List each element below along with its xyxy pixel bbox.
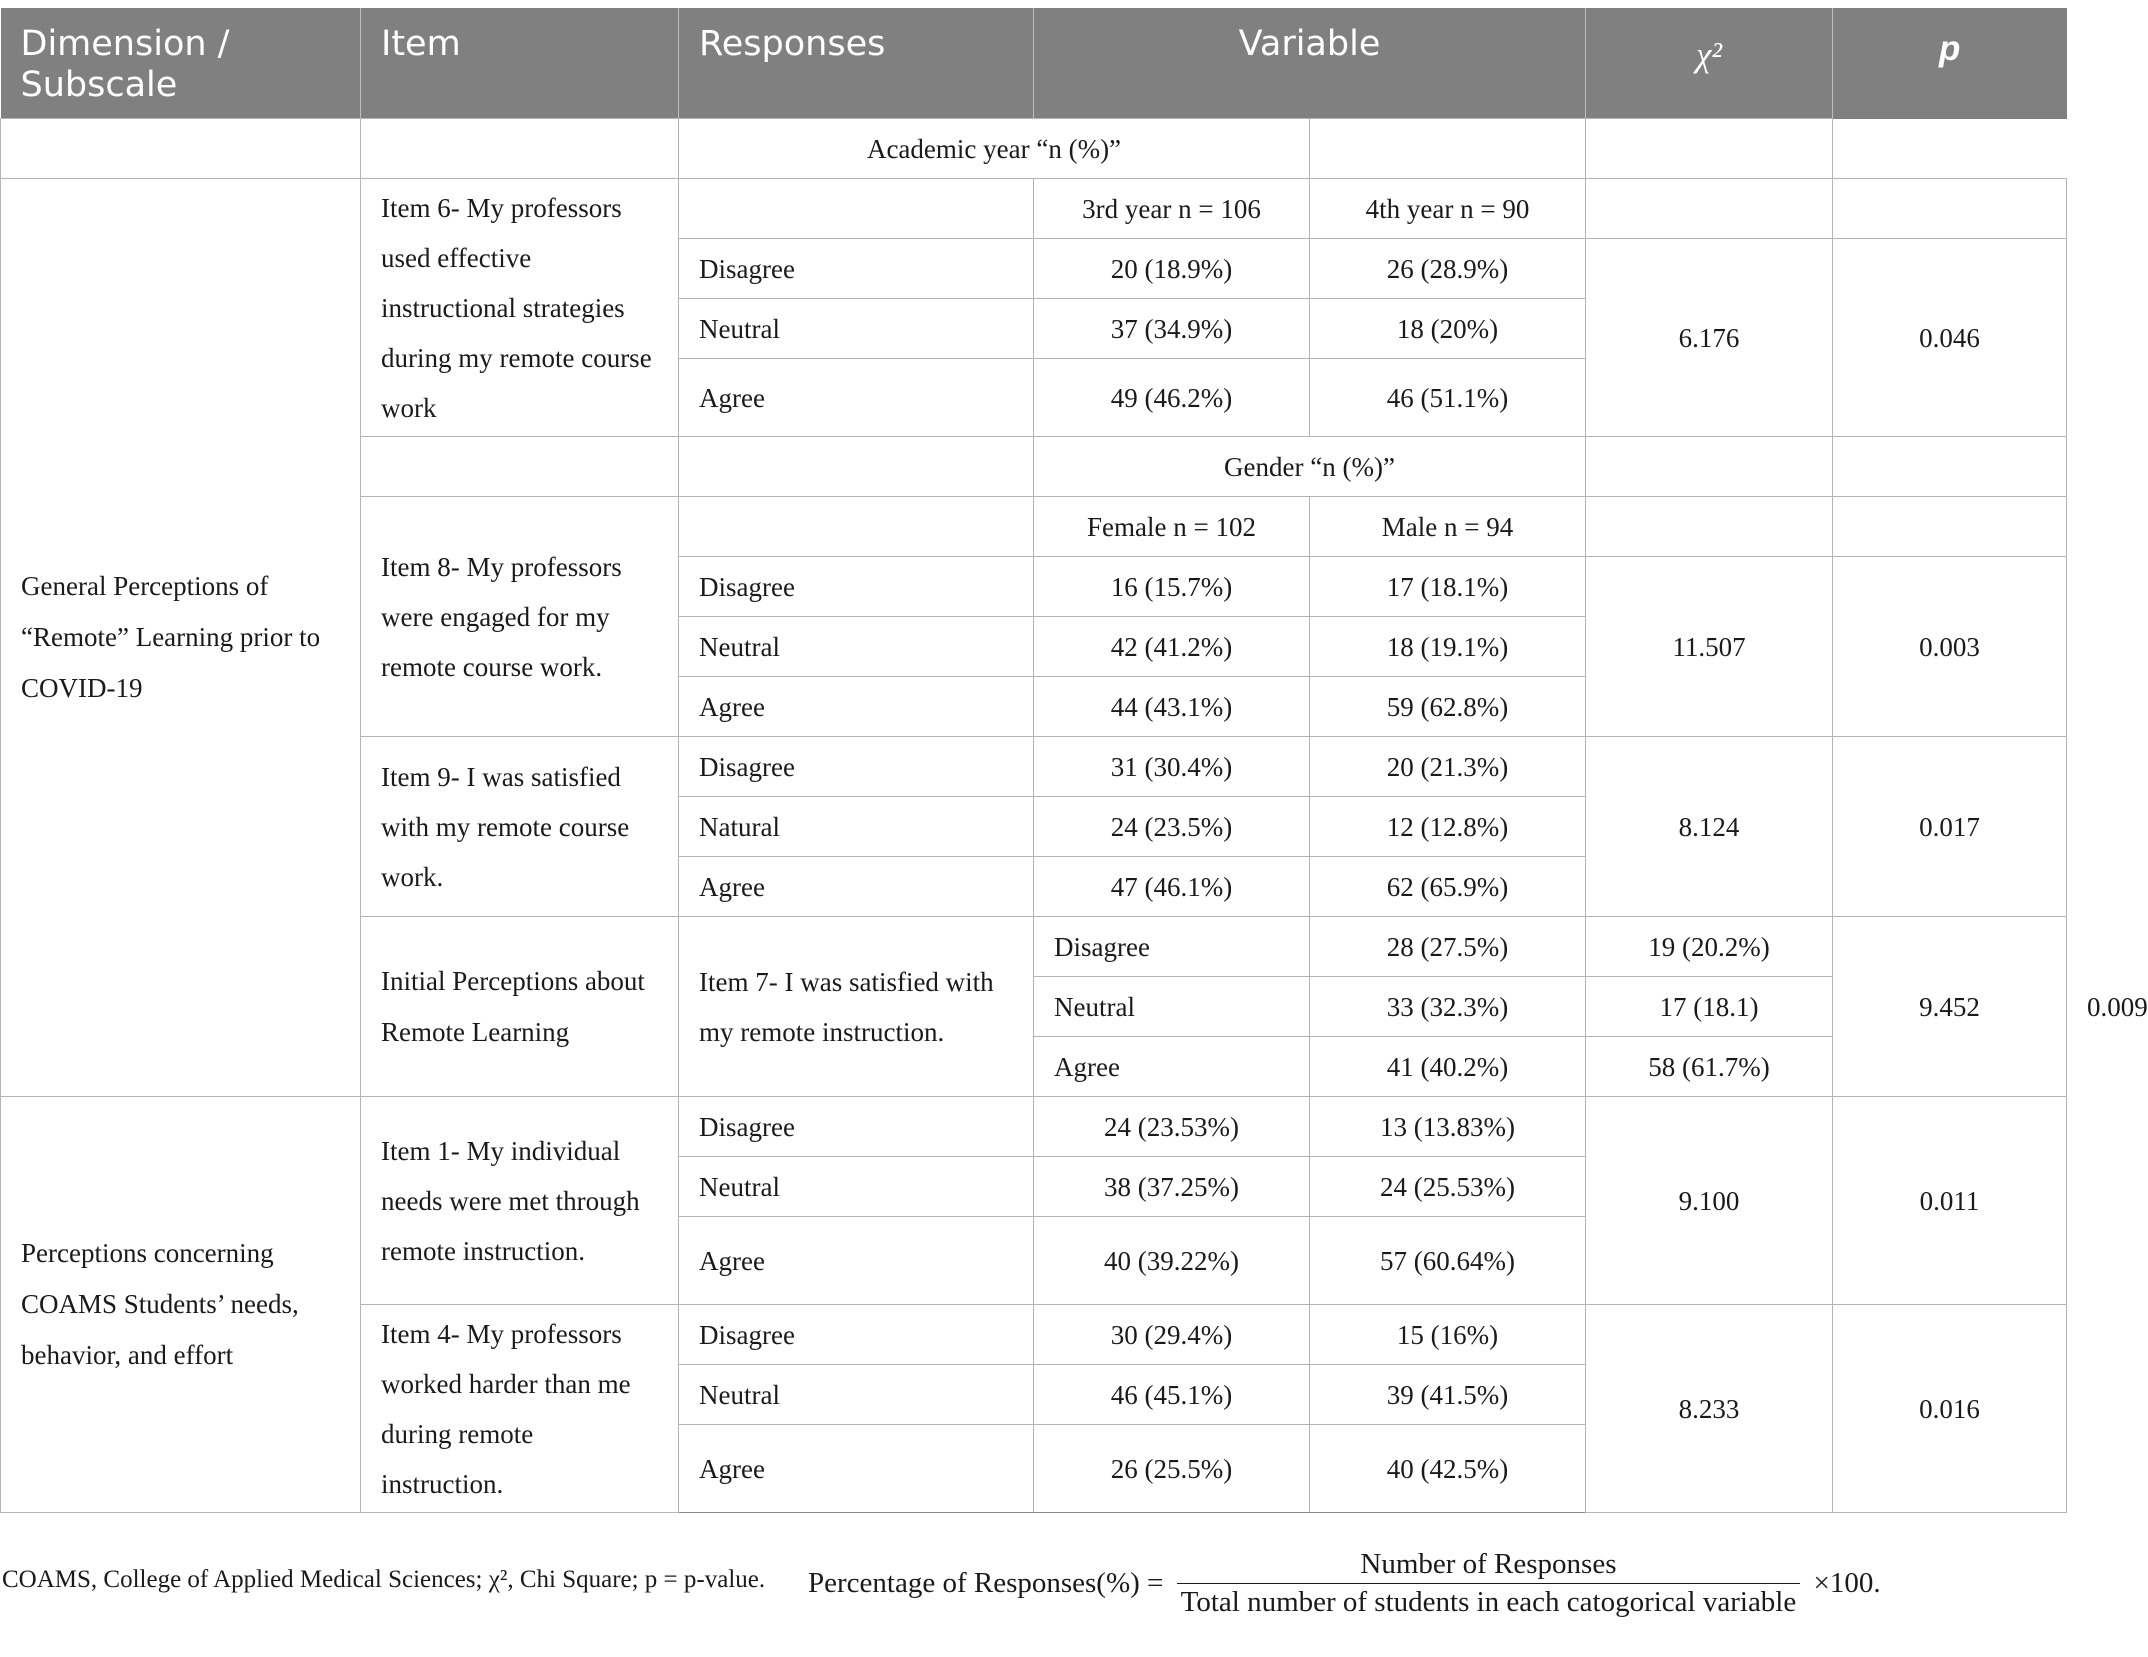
value-cell: 33 (32.3%) xyxy=(1310,977,1586,1037)
value-cell: 31 (30.4%) xyxy=(1034,737,1310,797)
response-label: Agree xyxy=(679,677,1034,737)
p-value: 0.017 xyxy=(1833,737,2067,917)
response-label: Agree xyxy=(679,1425,1034,1513)
response-label: Agree xyxy=(679,857,1034,917)
table-row xyxy=(1,179,2067,239)
results-table xyxy=(0,8,2148,1513)
group-col-male: Male n = 94 xyxy=(1310,497,1586,557)
value-cell: 62 (65.9%) xyxy=(1310,857,1586,917)
group-col-female: Female n = 102 xyxy=(1034,497,1310,557)
value-cell: 26 (28.9%) xyxy=(1310,239,1586,299)
response-label: Disagree xyxy=(679,239,1034,299)
response-label: Neutral xyxy=(679,617,1034,677)
group-col-fourth-year: 4th year n = 90 xyxy=(1310,179,1586,239)
footnote-abbreviations: COAMS, College of Applied Medical Sciences; χ², Chi Square; p = p-value. xyxy=(2,1566,766,1593)
value-cell: 39 (41.5%) xyxy=(1310,1365,1586,1425)
value-cell: 24 (25.53%) xyxy=(1310,1157,1586,1217)
formula-fraction xyxy=(1177,1548,1801,1619)
response-label: Disagree xyxy=(679,557,1034,617)
value-cell: 47 (46.1%) xyxy=(1034,857,1310,917)
response-label: Neutral xyxy=(679,299,1034,359)
p-value: 0.016 xyxy=(1833,1305,2067,1513)
header-chi-square: χ² xyxy=(1586,8,1833,119)
response-label: Neutral xyxy=(1034,977,1310,1037)
item-text: Item 9- I was satisfied with my remote course work. xyxy=(361,737,679,917)
value-cell: 18 (19.1%) xyxy=(1310,617,1586,677)
header-responses: Responses xyxy=(679,8,1034,119)
chi-square-value: 8.233 xyxy=(1586,1305,1833,1513)
value-cell: 19 (20.2%) xyxy=(1586,917,1833,977)
header-item: Item xyxy=(361,8,679,119)
p-value: 0.011 xyxy=(1833,1097,2067,1305)
chi-square-value: 8.124 xyxy=(1586,737,1833,917)
item-text: Item 7- I was satisfied with my remote instruction. xyxy=(679,917,1034,1097)
percentage-formula xyxy=(808,1548,1881,1619)
chi-square-value: 6.176 xyxy=(1586,239,1833,437)
value-cell: 20 (21.3%) xyxy=(1310,737,1586,797)
value-cell: 28 (27.5%) xyxy=(1310,917,1586,977)
value-cell: 46 (45.1%) xyxy=(1034,1365,1310,1425)
header-row xyxy=(1,8,2067,119)
value-cell: 16 (15.7%) xyxy=(1034,557,1310,617)
value-cell: 18 (20%) xyxy=(1310,299,1586,359)
response-label: Disagree xyxy=(679,1097,1034,1157)
chi-square-value: 9.100 xyxy=(1586,1097,1833,1305)
group-label-gender: Gender “n (%)” xyxy=(1034,437,1586,497)
value-cell: 20 (18.9%) xyxy=(1034,239,1310,299)
value-cell: 30 (29.4%) xyxy=(1034,1305,1310,1365)
value-cell: 37 (34.9%) xyxy=(1034,299,1310,359)
response-label: Natural xyxy=(679,797,1034,857)
value-cell: 17 (18.1) xyxy=(1586,977,1833,1037)
value-cell: 13 (13.83%) xyxy=(1310,1097,1586,1157)
header-p-value: p xyxy=(1833,8,2067,119)
value-cell: 40 (42.5%) xyxy=(1310,1425,1586,1513)
value-cell: 24 (23.5%) xyxy=(1034,797,1310,857)
value-cell: 38 (37.25%) xyxy=(1034,1157,1310,1217)
value-cell: 26 (25.5%) xyxy=(1034,1425,1310,1513)
dimension-general: General Perceptions of “Remote” Learning prior to COVID-19 xyxy=(1,179,361,1097)
formula-lhs: Percentage of Responses(%) = xyxy=(808,1567,1164,1599)
formula-rhs: ×100. xyxy=(1813,1567,1881,1599)
value-cell: 24 (23.53%) xyxy=(1034,1097,1310,1157)
response-label: Agree xyxy=(679,1217,1034,1305)
header-dimension: Dimension / Subscale xyxy=(1,8,361,119)
value-cell: 40 (39.22%) xyxy=(1034,1217,1310,1305)
value-cell: 46 (51.1%) xyxy=(1310,359,1586,437)
value-cell: 15 (16%) xyxy=(1310,1305,1586,1365)
group-row-academic-year xyxy=(1,119,2067,179)
group-col-third-year: 3rd year n = 106 xyxy=(1034,179,1310,239)
response-label: Disagree xyxy=(1034,917,1310,977)
response-label: Disagree xyxy=(679,737,1034,797)
group-label-academic-year: Academic year “n (%)” xyxy=(679,119,1310,179)
table-row xyxy=(1,1097,2067,1157)
value-cell: 41 (40.2%) xyxy=(1310,1037,1586,1097)
formula-denominator: Total number of students in each catogorical variable xyxy=(1177,1583,1801,1619)
item-text: Item 1- My individual needs were met through remote instruction. xyxy=(361,1097,679,1305)
table-row: Initial Perceptions about Remote Learning Item 7- I was satisfied with my remote instruction. Disagree 28 (27.5%) 19 (20.2%) 9.452 0.009 xyxy=(1,917,2067,977)
p-value: 0.003 xyxy=(1833,557,2067,737)
value-cell: 12 (12.8%) xyxy=(1310,797,1586,857)
chi-square-value: 9.452 xyxy=(1833,917,2067,1097)
header-variable: Variable xyxy=(1034,8,1586,119)
response-label: Neutral xyxy=(679,1157,1034,1217)
formula-numerator: Number of Responses xyxy=(1360,1548,1617,1580)
p-value: 0.046 xyxy=(1833,239,2067,437)
item-text: Item 4- My professors worked harder than me during remote instruction. xyxy=(361,1305,679,1513)
dimension-needs: Perceptions concerning COAMS Students’ needs, behavior, and effort xyxy=(1,1097,361,1513)
value-cell: 42 (41.2%) xyxy=(1034,617,1310,677)
response-label: Agree xyxy=(1034,1037,1310,1097)
chi-square-value: 11.507 xyxy=(1586,557,1833,737)
value-cell: 49 (46.2%) xyxy=(1034,359,1310,437)
value-cell: 59 (62.8%) xyxy=(1310,677,1586,737)
value-cell: 58 (61.7%) xyxy=(1586,1037,1833,1097)
response-label: Neutral xyxy=(679,1365,1034,1425)
item-text: Item 6- My professors used effective instructional strategies during my remote course work xyxy=(361,179,679,437)
value-cell: 17 (18.1%) xyxy=(1310,557,1586,617)
response-label: Agree xyxy=(679,359,1034,437)
value-cell: 44 (43.1%) xyxy=(1034,677,1310,737)
item-text: Item 8- My professors were engaged for my remote course work. xyxy=(361,497,679,737)
response-label: Disagree xyxy=(679,1305,1034,1365)
dimension-initial: Initial Perceptions about Remote Learning xyxy=(361,917,679,1097)
value-cell: 57 (60.64%) xyxy=(1310,1217,1586,1305)
